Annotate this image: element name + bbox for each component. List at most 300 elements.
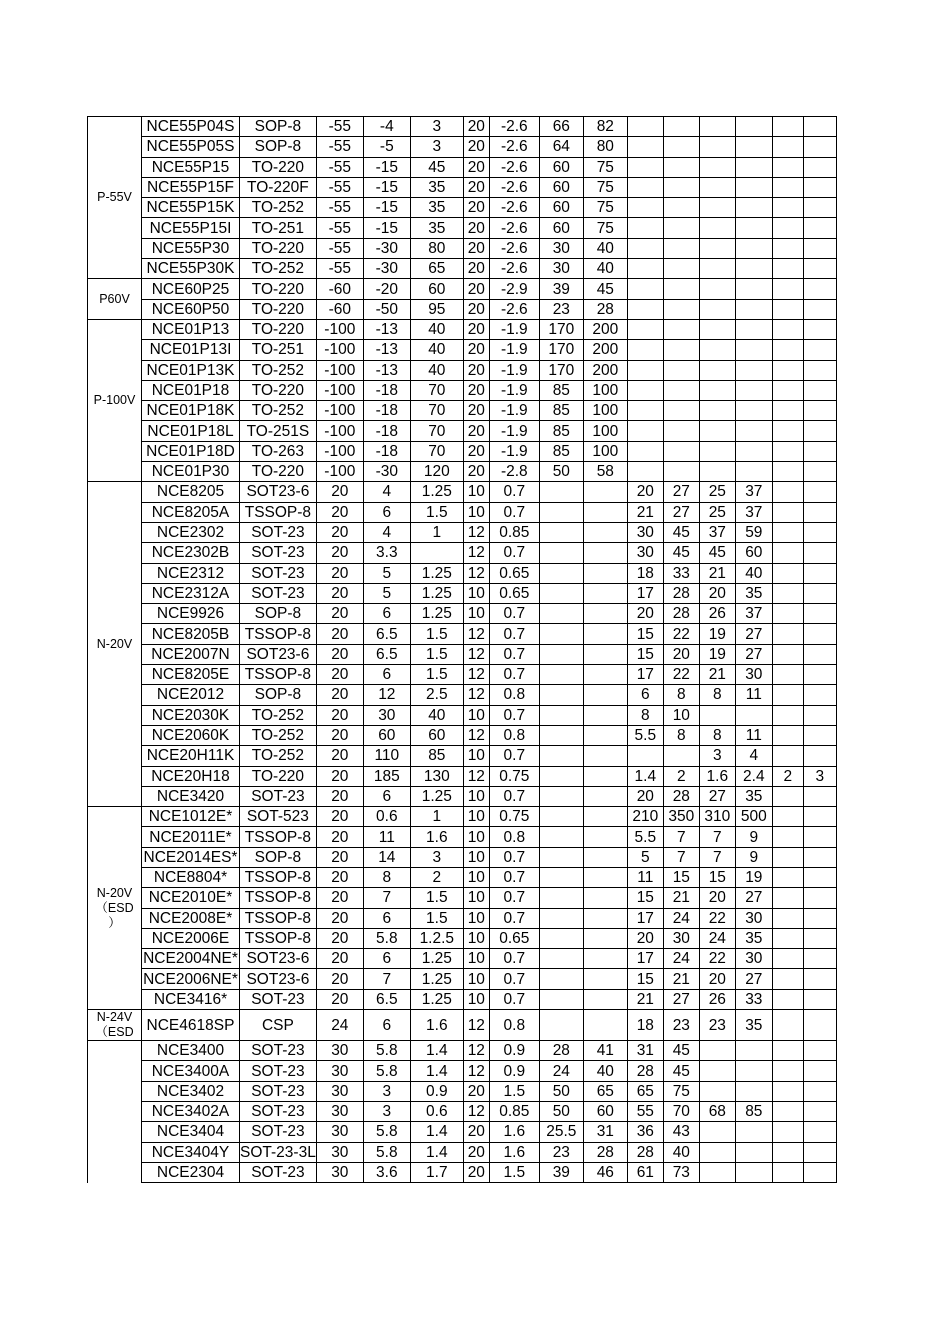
spec-cell: 27	[663, 989, 699, 1009]
spec-cell: 21	[663, 888, 699, 908]
spec-cell: -2.6	[489, 259, 539, 279]
spec-cell: 11	[627, 867, 663, 887]
spec-cell	[539, 705, 583, 725]
spec-cell: 20	[316, 482, 363, 502]
spec-cell	[539, 604, 583, 624]
spec-cell	[803, 786, 836, 806]
spec-cell	[663, 157, 699, 177]
spec-cell	[583, 969, 627, 989]
spec-cell	[539, 563, 583, 583]
spec-cell	[539, 827, 583, 847]
spec-cell: 75	[583, 177, 627, 197]
table-row	[88, 1142, 837, 1162]
spec-cell: -100	[316, 441, 363, 461]
spec-cell: -1.9	[489, 319, 539, 339]
spec-cell	[539, 543, 583, 563]
spec-cell	[663, 177, 699, 197]
spec-cell	[699, 1162, 735, 1182]
table-row	[88, 786, 837, 806]
spec-cell: 35	[735, 928, 772, 948]
spec-cell: 0.65	[489, 563, 539, 583]
spec-cell	[627, 421, 663, 441]
spec-cell: -18	[363, 421, 410, 441]
spec-cell	[699, 1081, 735, 1101]
spec-cell: 20	[699, 969, 735, 989]
spec-cell: 12	[363, 685, 410, 705]
spec-cell: 22	[699, 949, 735, 969]
spec-cell	[803, 949, 836, 969]
spec-cell: 82	[583, 117, 627, 137]
spec-cell: 9	[735, 827, 772, 847]
package-cell: TO-220F	[240, 177, 317, 197]
spec-cell: 3	[410, 137, 463, 157]
spec-cell: 6.5	[363, 644, 410, 664]
spec-cell	[803, 888, 836, 908]
spec-cell: 1.4	[410, 1122, 463, 1142]
spec-cell	[772, 137, 803, 157]
spec-cell: 60	[410, 725, 463, 745]
spec-cell: 0.85	[489, 1101, 539, 1121]
spec-cell: -100	[316, 380, 363, 400]
spec-cell	[663, 380, 699, 400]
spec-cell: -18	[363, 380, 410, 400]
spec-cell	[803, 604, 836, 624]
package-cell: SOT-23	[240, 1081, 317, 1101]
spec-cell: 19	[735, 867, 772, 887]
spec-cell	[735, 157, 772, 177]
spec-cell: 60	[583, 1101, 627, 1121]
spec-cell: 2.4	[735, 766, 772, 786]
spec-cell	[735, 1081, 772, 1101]
part-number-cell: NCE01P13I	[142, 340, 240, 360]
spec-cell: 41	[583, 1041, 627, 1061]
spec-cell: 17	[627, 665, 663, 685]
spec-cell: 5.5	[627, 725, 663, 745]
spec-cell: 5.8	[363, 1122, 410, 1142]
part-number-cell: NCE3400A	[142, 1061, 240, 1081]
spec-cell	[735, 1061, 772, 1081]
spec-cell: 0.7	[489, 482, 539, 502]
spec-cell: 12	[463, 624, 489, 644]
spec-cell	[772, 279, 803, 299]
spec-cell	[735, 198, 772, 218]
spec-cell: -2.6	[489, 198, 539, 218]
spec-cell	[583, 685, 627, 705]
spec-cell: 40	[410, 705, 463, 725]
spec-cell	[539, 766, 583, 786]
package-cell: TSSOP-8	[240, 928, 317, 948]
spec-cell	[627, 259, 663, 279]
spec-cell: 27	[663, 502, 699, 522]
spec-cell: -15	[363, 218, 410, 238]
part-number-cell: NCE55P15	[142, 157, 240, 177]
spec-cell: 27	[699, 786, 735, 806]
package-cell: TO-252	[240, 746, 317, 766]
part-number-cell: NCE2014ES*	[142, 847, 240, 867]
table-row	[88, 441, 837, 461]
spec-cell: 1.4	[410, 1041, 463, 1061]
spec-cell: 50	[539, 1101, 583, 1121]
spec-cell: 185	[363, 766, 410, 786]
spec-cell	[539, 665, 583, 685]
spec-cell	[583, 1010, 627, 1041]
spec-cell: 2	[772, 766, 803, 786]
spec-cell: 30	[316, 1061, 363, 1081]
spec-cell: 66	[539, 117, 583, 137]
spec-cell: 20	[316, 725, 363, 745]
part-number-cell: NCE55P30	[142, 238, 240, 258]
part-number-cell: NCE9926	[142, 604, 240, 624]
spec-cell	[803, 502, 836, 522]
spec-cell	[772, 482, 803, 502]
spec-cell: -100	[316, 462, 363, 482]
spec-cell: 85	[539, 441, 583, 461]
spec-cell	[699, 340, 735, 360]
spec-cell	[539, 786, 583, 806]
spec-cell	[803, 908, 836, 928]
spec-cell: 10	[463, 949, 489, 969]
spec-cell: 30	[363, 705, 410, 725]
part-number-cell: NCE60P50	[142, 299, 240, 319]
spec-cell: -55	[316, 117, 363, 137]
spec-cell	[772, 583, 803, 603]
part-number-cell: NCE2060K	[142, 725, 240, 745]
spec-cell	[803, 827, 836, 847]
spec-cell	[699, 279, 735, 299]
spec-cell: 170	[539, 360, 583, 380]
spec-cell: -2.6	[489, 137, 539, 157]
spec-cell: 28	[663, 604, 699, 624]
spec-cell: 10	[463, 928, 489, 948]
spec-cell	[735, 380, 772, 400]
spec-cell: 36	[627, 1122, 663, 1142]
spec-cell: 50	[539, 1081, 583, 1101]
spec-cell: 23	[663, 1010, 699, 1041]
spec-cell: 7	[699, 847, 735, 867]
spec-cell	[539, 989, 583, 1009]
spec-cell: 1.4	[627, 766, 663, 786]
spec-cell: 10	[463, 908, 489, 928]
package-cell: SOT23-6	[240, 644, 317, 664]
spec-cell: -1.9	[489, 360, 539, 380]
spec-cell: 75	[663, 1081, 699, 1101]
spec-cell: 7	[663, 827, 699, 847]
spec-cell	[539, 583, 583, 603]
spec-cell	[772, 563, 803, 583]
spec-cell: 22	[663, 665, 699, 685]
spec-cell: 19	[699, 644, 735, 664]
table-row	[88, 969, 837, 989]
spec-cell: 0.85	[489, 522, 539, 542]
spec-cell: 45	[699, 543, 735, 563]
table-row	[88, 259, 837, 279]
spec-cell	[699, 1041, 735, 1061]
table-row	[88, 340, 837, 360]
voltage-group-label: N-20V	[88, 482, 142, 807]
spec-cell	[803, 177, 836, 197]
spec-cell: 65	[627, 1081, 663, 1101]
spec-cell: 0.8	[489, 685, 539, 705]
spec-cell: 28	[583, 1142, 627, 1162]
spec-cell	[663, 462, 699, 482]
spec-cell	[539, 847, 583, 867]
package-cell: TO-252	[240, 705, 317, 725]
package-cell: TO-252	[240, 401, 317, 421]
spec-cell	[772, 238, 803, 258]
spec-cell: 20	[463, 299, 489, 319]
spec-cell: 15	[699, 867, 735, 887]
spec-cell: 0.7	[489, 604, 539, 624]
part-number-cell: NCE2302B	[142, 543, 240, 563]
spec-cell: 20	[463, 137, 489, 157]
spec-cell	[772, 725, 803, 745]
spec-cell: 5.8	[363, 1041, 410, 1061]
spec-cell: 3.6	[363, 1162, 410, 1182]
package-cell: SOT-23	[240, 786, 317, 806]
table-row	[88, 1041, 837, 1061]
spec-cell: 61	[627, 1162, 663, 1182]
spec-cell	[735, 137, 772, 157]
spec-cell: 20	[316, 685, 363, 705]
spec-cell: -55	[316, 157, 363, 177]
spec-cell: 20	[316, 867, 363, 887]
package-cell: TO-220	[240, 380, 317, 400]
spec-cell	[699, 177, 735, 197]
spec-cell	[583, 482, 627, 502]
spec-cell	[803, 198, 836, 218]
spec-cell: 64	[539, 137, 583, 157]
spec-cell	[735, 421, 772, 441]
spec-cell: 0.7	[489, 989, 539, 1009]
spec-cell: -100	[316, 360, 363, 380]
spec-cell: 80	[410, 238, 463, 258]
spec-cell	[803, 807, 836, 827]
spec-cell: 20	[316, 583, 363, 603]
table-row	[88, 888, 837, 908]
table-row	[88, 401, 837, 421]
spec-cell: -30	[363, 238, 410, 258]
spec-cell: 100	[583, 421, 627, 441]
part-number-cell: NCE8205	[142, 482, 240, 502]
spec-cell	[772, 888, 803, 908]
spec-cell	[699, 319, 735, 339]
spec-cell: 130	[410, 766, 463, 786]
table-row	[88, 989, 837, 1009]
spec-cell	[663, 117, 699, 137]
package-cell: SOP-8	[240, 604, 317, 624]
spec-cell: 85	[735, 1101, 772, 1121]
table-body	[88, 117, 837, 1183]
spec-cell	[803, 1010, 836, 1041]
spec-cell: 0.9	[489, 1041, 539, 1061]
spec-cell: 12	[463, 543, 489, 563]
package-cell: SOT-23	[240, 543, 317, 563]
part-number-cell: NCE3400	[142, 1041, 240, 1061]
spec-cell: 40	[410, 340, 463, 360]
spec-cell	[772, 218, 803, 238]
spec-cell	[627, 177, 663, 197]
spec-cell	[803, 259, 836, 279]
spec-cell	[803, 117, 836, 137]
spec-cell: 40	[663, 1142, 699, 1162]
spec-cell: 73	[663, 1162, 699, 1182]
spec-cell	[583, 847, 627, 867]
spec-cell: 25	[699, 502, 735, 522]
spec-cell: 60	[363, 725, 410, 745]
spec-cell: 40	[583, 1061, 627, 1081]
spec-cell: 30	[539, 238, 583, 258]
spec-cell	[803, 1081, 836, 1101]
spec-cell	[627, 441, 663, 461]
spec-cell: 12	[463, 563, 489, 583]
spec-cell: -100	[316, 421, 363, 441]
spec-cell: 3	[363, 1101, 410, 1121]
table-row	[88, 1122, 837, 1142]
spec-cell: 18	[627, 1010, 663, 1041]
table-row	[88, 117, 837, 137]
spec-cell: 27	[735, 969, 772, 989]
spec-cell	[699, 117, 735, 137]
spec-cell: 20	[316, 928, 363, 948]
spec-cell: -2.6	[489, 117, 539, 137]
spec-cell	[803, 319, 836, 339]
spec-cell: 30	[316, 1041, 363, 1061]
spec-cell: 30	[316, 1162, 363, 1182]
part-number-cell: NCE20H11K	[142, 746, 240, 766]
spec-cell: 31	[627, 1041, 663, 1061]
spec-cell: 10	[463, 604, 489, 624]
spec-cell	[772, 259, 803, 279]
table-row	[88, 137, 837, 157]
spec-cell: 1.25	[410, 786, 463, 806]
spec-cell: 310	[699, 807, 735, 827]
spec-cell: 20	[316, 665, 363, 685]
package-cell: SOT-23	[240, 1041, 317, 1061]
spec-cell: 6	[363, 1010, 410, 1041]
spec-cell: 12	[463, 1101, 489, 1121]
spec-cell: 1.5	[410, 888, 463, 908]
spec-cell	[583, 989, 627, 1009]
spec-cell	[539, 867, 583, 887]
part-number-cell: NCE01P18D	[142, 441, 240, 461]
spec-cell	[583, 908, 627, 928]
spec-cell: 12	[463, 1061, 489, 1081]
spec-cell	[699, 1142, 735, 1162]
package-cell: TO-220	[240, 157, 317, 177]
spec-cell: 20	[316, 746, 363, 766]
spec-cell: 3	[699, 746, 735, 766]
spec-cell: 350	[663, 807, 699, 827]
spec-cell	[735, 117, 772, 137]
table-row	[88, 908, 837, 928]
spec-cell	[663, 259, 699, 279]
spec-cell: 45	[410, 157, 463, 177]
spec-cell	[583, 949, 627, 969]
spec-cell	[663, 299, 699, 319]
spec-cell	[627, 401, 663, 421]
spec-cell: 28	[663, 786, 699, 806]
spec-cell: 6	[363, 949, 410, 969]
spec-cell: 1.25	[410, 949, 463, 969]
spec-cell: 1.25	[410, 604, 463, 624]
spec-cell	[699, 299, 735, 319]
spec-cell: -1.9	[489, 421, 539, 441]
spec-cell	[735, 1122, 772, 1142]
spec-cell: 2.5	[410, 685, 463, 705]
part-number-cell: NCE8205E	[142, 665, 240, 685]
spec-cell: 0.9	[489, 1061, 539, 1081]
spec-cell	[772, 441, 803, 461]
spec-cell: 1.7	[410, 1162, 463, 1182]
spec-cell	[772, 1041, 803, 1061]
spec-cell	[772, 1010, 803, 1041]
spec-cell: 60	[539, 218, 583, 238]
spec-cell: 20	[463, 340, 489, 360]
table-row	[88, 421, 837, 441]
spec-cell: 200	[583, 340, 627, 360]
table-row	[88, 1101, 837, 1121]
spec-cell: 10	[463, 969, 489, 989]
part-number-cell: NCE3404	[142, 1122, 240, 1142]
package-cell: TO-220	[240, 299, 317, 319]
spec-cell	[627, 746, 663, 766]
spec-cell	[699, 441, 735, 461]
spec-cell	[583, 522, 627, 542]
table-row	[88, 238, 837, 258]
spec-cell	[583, 644, 627, 664]
spec-cell: 95	[410, 299, 463, 319]
spec-cell: 40	[410, 319, 463, 339]
spec-cell: 1.5	[410, 502, 463, 522]
spec-cell: 200	[583, 360, 627, 380]
spec-cell	[583, 827, 627, 847]
package-cell: SOT-23	[240, 1162, 317, 1182]
spec-cell	[735, 401, 772, 421]
spec-cell	[772, 421, 803, 441]
spec-cell: -2.8	[489, 462, 539, 482]
package-cell: TO-252	[240, 360, 317, 380]
spec-cell: 0.7	[489, 867, 539, 887]
spec-cell: -4	[363, 117, 410, 137]
spec-cell: 110	[363, 746, 410, 766]
spec-cell: 40	[583, 259, 627, 279]
spec-cell	[803, 157, 836, 177]
spec-cell	[772, 807, 803, 827]
package-cell: TO-220	[240, 238, 317, 258]
spec-cell: 68	[699, 1101, 735, 1121]
part-number-cell: NCE1012E*	[142, 807, 240, 827]
spec-cell: 20	[463, 462, 489, 482]
spec-cell	[583, 888, 627, 908]
spec-cell: 100	[583, 441, 627, 461]
spec-cell: 23	[539, 299, 583, 319]
package-cell: TO-220	[240, 462, 317, 482]
spec-cell	[803, 1101, 836, 1121]
spec-cell: 1.5	[489, 1081, 539, 1101]
package-cell: SOP-8	[240, 137, 317, 157]
spec-cell: -15	[363, 157, 410, 177]
spec-cell: -1.9	[489, 441, 539, 461]
spec-cell	[735, 238, 772, 258]
spec-cell: 120	[410, 462, 463, 482]
spec-cell: 1.5	[410, 908, 463, 928]
table-row	[88, 705, 837, 725]
spec-cell: 1.25	[410, 989, 463, 1009]
spec-cell: 60	[539, 177, 583, 197]
spec-cell: 20	[463, 1162, 489, 1182]
spec-cell: 45	[663, 522, 699, 542]
spec-cell: 39	[539, 1162, 583, 1182]
